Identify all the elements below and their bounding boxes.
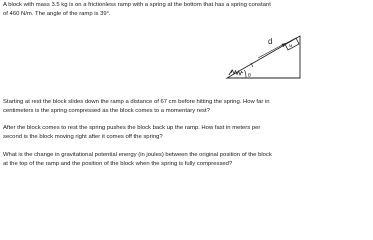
question-2-line-2: second is the block moving right after it comes off the spring? xyxy=(3,134,163,140)
intro-line-2: of 460 N/m. The angle of the ramp is 39°. xyxy=(3,11,111,17)
angle-label: θ xyxy=(248,73,251,79)
question-1-line-1: Starting at rest the block slides down the ramp a distance of 67 cm before hitting the spring. How far in xyxy=(3,99,270,105)
distance-label: d xyxy=(268,37,273,46)
question-3-line-2: at the top of the ramp and the position of the block when the spring is fully compressed? xyxy=(3,161,233,167)
angle-arc xyxy=(245,70,247,78)
mass-label: M xyxy=(289,43,293,48)
question-1-line-2: centimeters is the spring compressed as the block comes to a momentary rest? xyxy=(3,108,210,114)
intro-line-1: A block with mass 3.5 kg is on a frictionless ramp with a spring at the bottom that has a spring constant xyxy=(3,2,271,8)
question-3-line-1: What is the change in gravitational potential energy (in joules) between the original position of the block xyxy=(3,152,272,158)
question-2-line-1: After the block comes to rest the spring pushes the block back up the ramp. How fast in meters per xyxy=(3,125,261,131)
distance-arrow xyxy=(258,44,284,58)
